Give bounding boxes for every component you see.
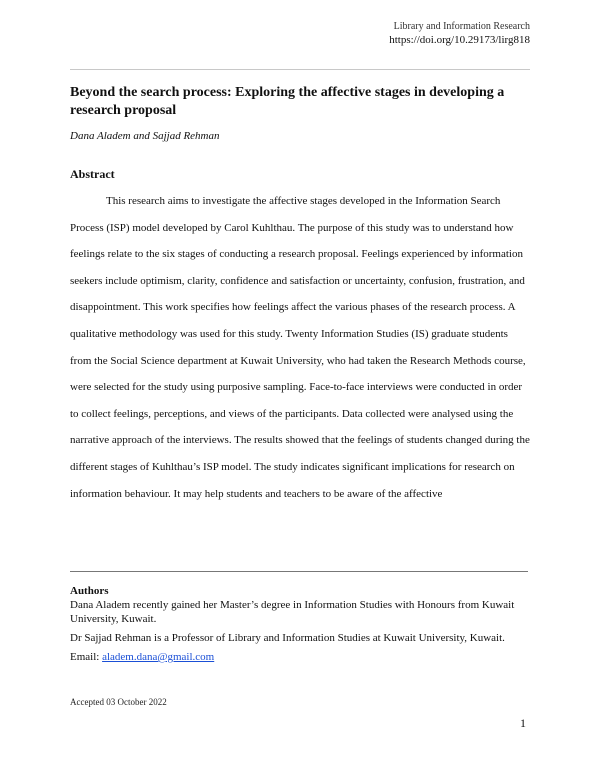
abstract-heading: Abstract [70,167,115,181]
running-header [389,20,530,48]
journal-name: Library and Information Research [393,21,530,32]
doi-text: https://doi.org/10.29173/lirg818 [389,34,530,46]
footnote-divider [70,571,528,572]
author-bio-rehman: Dr Sajjad Rehman is a Professor of Library and Information Studies at Kuwait University, Kuwait. [70,632,505,644]
paper-title: Beyond the search process: Exploring the affective stages in developing a research proposal [70,85,505,118]
accepted-date: Accepted 03 October 2022 [70,697,167,707]
authors-note [70,584,520,669]
email-link[interactable]: aladem.dana@gmail.com [102,651,215,663]
header-divider [70,69,530,70]
email-line [70,650,520,664]
author-bio-aladem: Dana Aladem recently gained her Master’s degree in Information Studies with Honours from Kuwait University, Kuwait. [70,599,515,625]
abstract-text: This research aims to investigate the affective stages developed in the Information Search Process (ISP) model developed by Carol Kuhlthau. The purpose of this study was to understand how feelings relate to the six stages of conducting a research proposal. Feelings experienced by information seekers include optimism, clarity, confidence and satisfaction or uncertainty, confusion, frustration, and disappointment. This work specifies how feelings affect the various phases of the research process. A qualitative methodology was used for this study. Twenty Information Studies (IS) graduate students from the Social Science department at Kuwait University, who had taken the Research Methods course, were selected for the study using purposive sampling. Face-to-face interviews were conducted in order to collect feelings, perceptions, and views of the participants. Data collected were analysed using the narrative approach of the interviews. The results showed that the feelings of students changed during the different stages of Kuhlthau’s ISP model. The study indicates significant implications for research on information behaviour. It may help students and teachers to be aware of the affective [70,195,530,500]
page-number: 1 [520,716,526,730]
authors-heading: Authors [70,585,109,597]
author-names: Dana Aladem and Sajjad Rehman [70,130,220,142]
email-label: Email: [70,651,100,663]
